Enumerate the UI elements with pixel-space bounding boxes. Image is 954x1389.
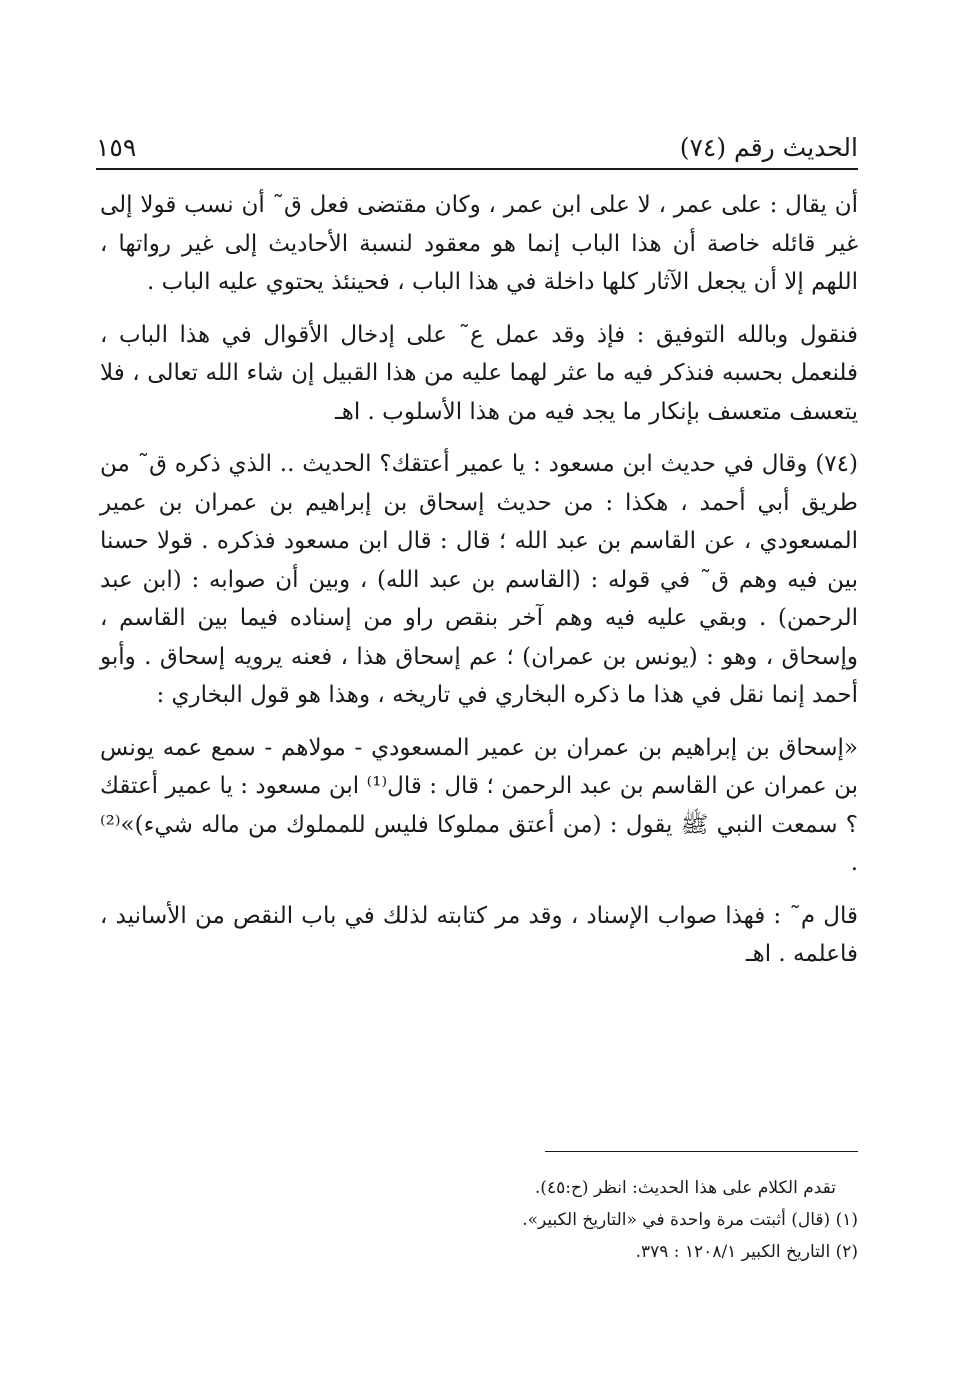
- header-rule: [96, 168, 858, 170]
- paragraph-4-quotation: «إسحاق بن إبراهيم بن عمران بن عمير المسعودي - مولاهم - سمع عمه يونس بن عمران عن القاسم بن عبد الرحمن ؛ قال : قال⁽¹⁾ ابن مسعود : يا عمير أعتقك ؟ سمعت النبي ﷺ يقول : (من أعتق مملوكا فليس للمملوك من ماله شيء)»⁽²⁾ .: [100, 734, 858, 876]
- paragraph-3: (٧٤) وقال في حديث ابن مسعود : يا عمير أعتقك؟ الحديث .. الذي ذكره ق˜ من طريق أبي أحمد ، هكذا : من حديث إسحاق بن إبراهيم بن عمران بن عمير المسعودي ، عن القاسم بن عبد الله ؛ قال : قال ابن مسعود فذكره . قولا حسنا بين فيه وهم ق˜ في قوله : (القاسم بن عبد الله) ، وبين أن صوابه : (ابن عبد الرحمن) . وبقي عليه فيه وهم آخر بنقص راو من إسناده فيما بين القاسم ، وإسحاق ، وهو : (يونس بن عمران) ؛ عم إسحاق هذا ، فعنه يرويه إسحاق . وأبو أحمد إنما نقل في هذا ما ذكره البخاري في تاريخه ، وهذا هو قول البخاري :: [100, 451, 858, 708]
- main-text: [100, 186, 858, 988]
- paragraph-5: قال م˜ : فهذا صواب الإسناد ، وقد مر كتابته لذلك في باب النقص من الأسانيد ، فاعلمه . اهـ: [100, 902, 858, 967]
- footnotes: [96, 1172, 858, 1268]
- footnote-separator: [545, 1151, 858, 1152]
- paragraph-2: فنقول وبالله التوفيق : فإذ وقد عمل ع˜ على إدخال الأقوال في هذا الباب ، فلنعمل بحسبه فنذكر فيه ما عثر لهما عليه من هذا القبيل إن شاء الله تعالى ، فلا يتعسف متعسف بإنكار ما يجد فيه من هذا الأسلوب . اهـ: [100, 321, 858, 425]
- page-header: [96, 112, 858, 162]
- running-title: الحديث رقم (٧٤): [679, 133, 858, 162]
- footnote-2: (٢) التاريخ الكبير ١٢٠٨/١ : ٣٧٩.: [635, 1242, 858, 1262]
- footnote-1: (١) (قال) أثبتت مرة واحدة في «التاريخ الكبير».: [522, 1210, 858, 1230]
- page-number: ١٥٩: [96, 133, 137, 162]
- footnote-intro: تقدم الكلام على هذا الحديث: انظر (ح:٤٥).: [534, 1178, 836, 1198]
- paragraph-1: أن يقال : على عمر ، لا على ابن عمر ، وكان مقتضى فعل ق˜ أن نسب قولا إلى غير قائله خاصة أن هذا الباب إنما هو معقود لنسبة الأحاديث إلى غير رواتها ، اللهم إلا أن يجعل الآثار كلها داخلة في هذا الباب ، فحينئذ يحتوي عليه الباب .: [100, 192, 858, 295]
